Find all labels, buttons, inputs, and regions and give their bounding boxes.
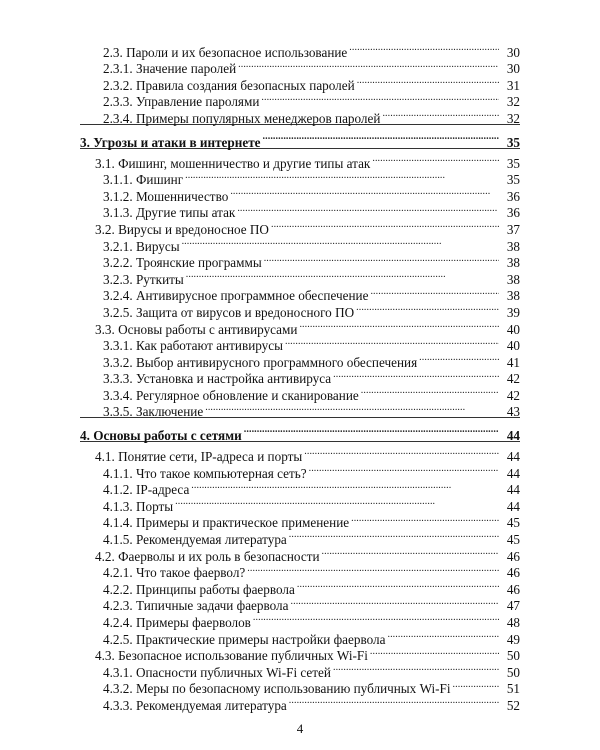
toc-entry-title: 4.3.2. Меры по безопасному использованию публичных Wi-Fi [103, 681, 451, 697]
toc-entry-page: 36 [506, 205, 520, 221]
dot-leader [205, 400, 499, 417]
dot-leader [357, 73, 499, 90]
toc-entry-title: 4.3.1. Опасности публичных Wi-Fi сетей [103, 664, 331, 680]
toc-subsection[interactable] [80, 478, 520, 498]
dot-leader [370, 284, 499, 301]
toc-entry-page: 35 [506, 155, 520, 171]
toc-entry-title: 4.3.3. Рекомендуемая литература [103, 697, 287, 713]
dot-leader [253, 610, 499, 627]
toc-entry-page: 42 [506, 387, 520, 403]
toc-subsection[interactable] [80, 251, 520, 271]
toc-entry-page: 47 [506, 598, 520, 614]
dot-leader [333, 660, 499, 677]
toc-subsection[interactable] [80, 201, 520, 221]
toc-entry-title: 4.2.2. Принципы работы фаервола [103, 581, 295, 597]
toc-entry-title: 3.2.5. Защита от вирусов и вредоносного ПО [103, 304, 355, 320]
toc-entry-page: 42 [506, 371, 520, 387]
toc-entry-page: 38 [506, 255, 520, 271]
toc-entry-page: 46 [506, 581, 520, 597]
dot-leader [271, 217, 499, 234]
toc-entry-page: 41 [506, 354, 520, 370]
toc-entry-title: 4.2.1. Что такое фаервол? [103, 565, 246, 581]
toc-entry-page: 36 [506, 188, 520, 204]
toc-entry-title: 3. Угрозы и атаки в интернете [80, 134, 261, 150]
toc-entry-title: 2.3.2. Правила создания безопасных паролей [103, 77, 355, 93]
dot-leader [182, 234, 499, 251]
dot-leader [322, 544, 499, 561]
toc-subsection[interactable] [80, 383, 520, 403]
dot-leader [356, 300, 499, 317]
toc-entry-page: 44 [506, 482, 520, 498]
toc-entry-page: 48 [506, 615, 520, 630]
toc-entry-page: 45 [506, 515, 520, 531]
toc-subsection[interactable] [80, 350, 520, 370]
toc-chapter[interactable] [80, 127, 520, 150]
page-number: 4 [296, 721, 304, 736]
toc-entry-page: 52 [506, 697, 520, 713]
toc-entry-title: 3.3.3. Установка и настройка антивируса [103, 371, 332, 387]
toc-subsection[interactable] [80, 300, 520, 320]
toc-entry-title: 2.3.1. Значение паролей [103, 61, 237, 77]
toc-subsection[interactable] [80, 73, 520, 93]
toc-entry-title: 3.2.2. Троянские программы [103, 255, 262, 271]
toc-entry-page: 50 [506, 664, 520, 680]
toc-section[interactable] [80, 317, 520, 337]
dot-leader [304, 444, 499, 461]
toc-entry-page: 38 [506, 288, 520, 304]
toc-subsection[interactable] [80, 184, 520, 204]
toc-subsection[interactable] [80, 693, 520, 713]
dot-leader [264, 251, 499, 268]
dot-leader [453, 677, 499, 694]
toc-entry-page: 40 [506, 321, 520, 337]
toc-subsection[interactable] [80, 627, 520, 647]
toc-entry-title: 3.3.2. Выбор антивирусного программного обеспечения [103, 354, 418, 370]
toc-entry-title: 3.3. Основы работы с антивирусами [95, 321, 298, 337]
toc-entry-page: 37 [506, 221, 520, 237]
toc-section[interactable] [80, 151, 520, 171]
toc-subsection[interactable] [80, 334, 520, 354]
toc-entry-title: 2.3.3. Управление паролями [103, 94, 260, 110]
toc-subsection[interactable] [80, 494, 520, 514]
toc-entry-title: 4.2.3. Типичные задачи фаервола [103, 598, 289, 614]
toc-entry-title: 3.1.2. Мошенничество [103, 188, 229, 204]
toc-entry-page: 44 [506, 465, 520, 481]
toc-entry-page: 30 [506, 44, 520, 60]
dot-leader [349, 40, 499, 57]
toc-entry-page: 30 [506, 61, 520, 77]
dot-leader [244, 420, 499, 440]
toc-entry-page: 50 [506, 648, 520, 664]
dot-leader [297, 577, 499, 594]
toc-entry-title: 3.3.4. Регулярное обновление и сканирование [103, 387, 359, 403]
toc-entry-page: 35 [506, 172, 520, 188]
dot-leader [238, 57, 499, 74]
toc-entry-page: 46 [506, 565, 520, 581]
toc-entry-page: 44 [506, 428, 520, 444]
dot-leader [261, 90, 499, 107]
toc-subsection[interactable] [80, 594, 520, 614]
toc-entry-page: 49 [506, 631, 520, 647]
dot-leader [289, 527, 499, 544]
toc-entry-title: 4.1.3. Порты [103, 498, 174, 514]
toc-subsection[interactable] [80, 90, 520, 110]
toc-entry-page: 39 [506, 304, 520, 320]
toc-entry-page: 35 [506, 134, 520, 150]
dot-leader [285, 334, 499, 351]
toc-entry-title: 3.2. Вирусы и вредоносное ПО [95, 221, 269, 237]
toc-entry-title: 4.2.4. Примеры фаерволов [103, 615, 251, 630]
toc-section[interactable] [80, 544, 520, 564]
toc-entry-page: 46 [506, 548, 520, 564]
dot-leader [263, 127, 499, 147]
toc-entry-page: 32 [506, 94, 520, 110]
toc-subsection[interactable] [80, 106, 520, 126]
toc-entry-title: 4.2. Фаерволы и их роль в безопасности [95, 548, 320, 564]
toc-entry-title: 2.3.4. Примеры популярных менеджеров паролей [103, 110, 381, 126]
toc-entry-title: 2.3. Пароли и их безопасное использование [103, 44, 348, 60]
toc-entry-page: 40 [506, 338, 520, 354]
dot-leader [237, 201, 499, 218]
dot-leader [387, 627, 499, 644]
toc-subsection[interactable] [80, 527, 520, 548]
toc-subsection[interactable] [80, 400, 520, 420]
toc-entry-page: 51 [506, 681, 520, 697]
toc-subsection[interactable] [80, 561, 520, 581]
toc-entry-title: 3.1.1. Фишинг [103, 172, 184, 188]
toc-subsection[interactable] [80, 511, 520, 531]
toc-entry-title: 4.2.5. Практические примеры настройки фаервола [103, 631, 386, 647]
toc-entry-title: 4.1.1. Что такое компьютерная сеть? [103, 465, 307, 481]
toc-subsection[interactable] [80, 168, 520, 188]
toc-subsection[interactable] [80, 57, 520, 77]
dot-leader [333, 367, 499, 384]
toc-subsection[interactable] [80, 284, 520, 304]
toc-chapter[interactable] [80, 420, 520, 444]
toc-section[interactable] [80, 217, 520, 237]
toc-entry-title: 3.2.1. Вирусы [103, 238, 180, 254]
toc-subsection[interactable] [80, 660, 520, 680]
toc-entry-title: 3.1.3. Другие типы атак [103, 205, 236, 221]
toc-subsection[interactable] [80, 610, 520, 630]
toc-entry-title: 4. Основы работы с сетями [80, 428, 242, 444]
toc-entry-title: 4.1.5. Рекомендуемая литература [103, 532, 287, 548]
dot-leader [289, 693, 499, 710]
dot-leader [382, 106, 499, 123]
dot-leader [191, 478, 499, 495]
dot-leader [419, 350, 499, 367]
dot-leader [309, 461, 499, 478]
dot-leader [230, 184, 499, 201]
dot-leader [351, 511, 499, 528]
toc-subsection[interactable] [80, 367, 520, 387]
toc-section[interactable] [80, 444, 520, 465]
toc-subsection[interactable] [80, 267, 520, 287]
dot-leader [175, 494, 499, 511]
toc-entry-title: 3.3.1. Как работают антивирусы [103, 338, 283, 354]
dot-leader [186, 267, 499, 284]
dot-leader [185, 168, 499, 185]
toc-subsection[interactable] [80, 40, 520, 60]
dot-leader [291, 594, 500, 611]
toc-entry-title: 3.2.3. Руткиты [103, 271, 184, 287]
toc-entry-title: 3.3.5. Заключение [103, 404, 204, 420]
toc-entry-page: 43 [506, 404, 520, 420]
dot-leader [370, 644, 499, 661]
dot-leader [372, 151, 499, 168]
toc-entry-page: 44 [506, 449, 520, 465]
toc-entry-title: 4.1.2. IP-адреса [103, 482, 190, 498]
toc-subsection[interactable] [80, 461, 520, 481]
toc-entry-title: 4.1. Понятие сети, IP-адреса и порты [95, 449, 303, 465]
toc-subsection[interactable] [80, 234, 520, 254]
toc-section[interactable] [80, 644, 520, 664]
toc-entry-title: 4.1.4. Примеры и практическое применение [103, 515, 350, 531]
toc-entry-title: 3.1. Фишинг, мошенничество и другие типы атак [95, 155, 371, 171]
toc-entry-page: 38 [506, 271, 520, 287]
table-of-contents [80, 40, 520, 713]
toc-entry-page: 31 [506, 77, 520, 93]
toc-entry-page: 32 [506, 110, 520, 126]
toc-entry-title: 3.2.4. Антивирусное программное обеспечение [103, 288, 369, 304]
toc-subsection[interactable] [80, 677, 520, 697]
toc-subsection[interactable] [80, 577, 520, 597]
dot-leader [247, 561, 499, 578]
dot-leader [299, 317, 499, 334]
dot-leader [361, 383, 499, 400]
toc-entry-page: 38 [506, 238, 520, 254]
toc-entry-page: 44 [506, 498, 520, 514]
toc-entry-title: 4.3. Безопасное использование публичных Wi-Fi [95, 648, 368, 664]
toc-entry-page: 45 [506, 532, 520, 548]
